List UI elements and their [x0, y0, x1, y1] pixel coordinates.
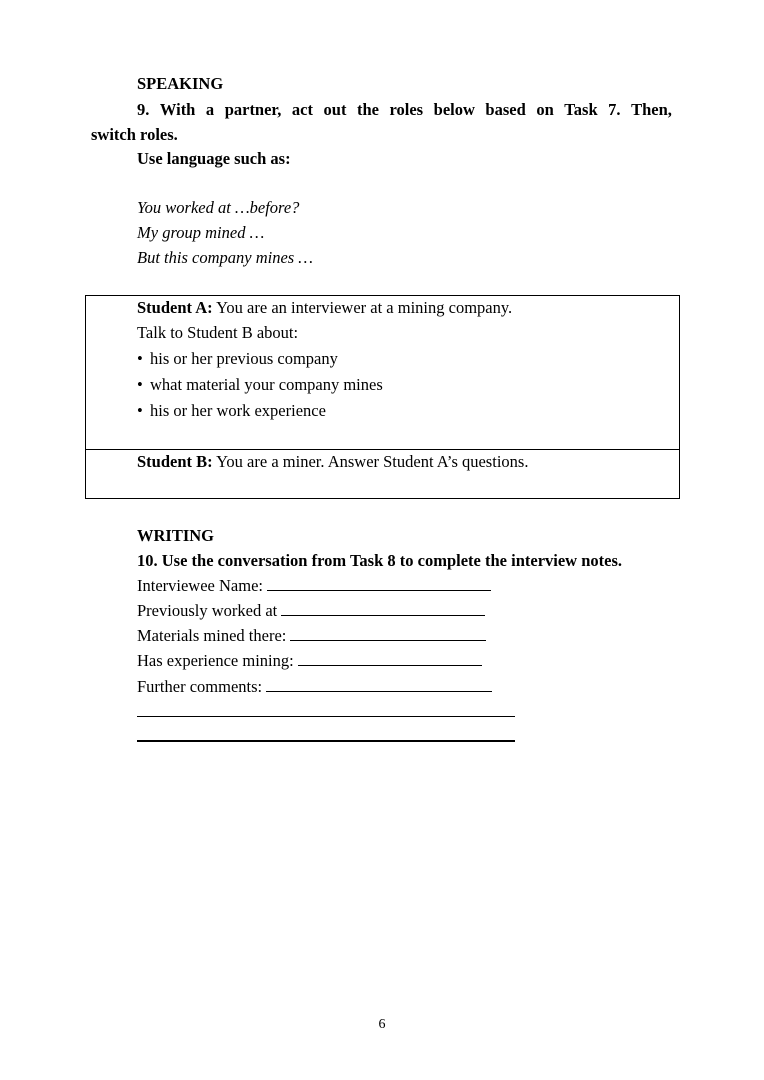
bullet-icon: •	[137, 401, 143, 420]
student-a-talk: Talk to Student B about:	[137, 323, 299, 342]
task-word: roles	[389, 100, 424, 119]
field-materials-mined	[137, 626, 486, 646]
task-word: act	[291, 100, 313, 119]
field-label: Further comments:	[137, 677, 263, 696]
task-word: 7.	[608, 100, 621, 119]
example-phrase: But this company mines …	[137, 248, 313, 267]
task-10-instruction: 10. Use the conversation from Task 8 to complete the interview notes.	[137, 551, 623, 570]
bullet-text: what material your company mines	[150, 375, 383, 394]
speaking-heading: SPEAKING	[137, 74, 224, 93]
student-a-text: You are an interviewer at a mining company.	[212, 298, 513, 317]
student-b-text: You are a miner. Answer Student A’s questions.	[212, 452, 529, 471]
task-word: the	[356, 100, 379, 119]
task-word: Task	[564, 100, 598, 119]
writing-heading: WRITING	[137, 526, 215, 545]
field-label: Has experience mining:	[137, 651, 294, 670]
field-label: Previously worked at	[137, 601, 278, 620]
answer-blank[interactable]	[266, 677, 492, 692]
answer-blank[interactable]	[267, 576, 491, 591]
bullet-icon: •	[137, 375, 143, 394]
task-word: out	[323, 100, 347, 119]
bullet-text: his or her previous company	[150, 349, 338, 368]
task-word: based	[485, 100, 526, 119]
task-word: partner,	[224, 100, 282, 119]
example-phrase: You worked at …before?	[137, 198, 300, 217]
task-word: below	[433, 100, 475, 119]
field-previously-worked	[137, 601, 485, 621]
bullet-item	[137, 401, 326, 421]
task-word: With	[159, 100, 196, 119]
task-word: on	[536, 100, 554, 119]
bullet-text: his or her work experience	[150, 401, 326, 420]
answer-line[interactable]	[137, 716, 515, 717]
task-9-line-2: switch roles.	[91, 125, 178, 144]
field-further-comments	[137, 677, 492, 697]
answer-blank[interactable]	[290, 626, 486, 641]
answer-blank[interactable]	[298, 651, 482, 666]
answer-blank[interactable]	[281, 601, 485, 616]
field-label: Materials mined there:	[137, 626, 287, 645]
role-card-student-a	[85, 295, 680, 450]
student-b-label: Student B:	[137, 452, 213, 471]
task-word: a	[205, 100, 215, 119]
task-word: 9.	[137, 100, 150, 119]
student-a-label: Student A:	[137, 298, 213, 317]
bullet-item	[137, 375, 383, 395]
field-experience-mining	[137, 651, 482, 671]
task-9-line-1	[137, 100, 672, 120]
task-word: Then,	[631, 100, 672, 119]
bullet-item	[137, 349, 338, 369]
bullet-icon: •	[137, 349, 143, 368]
field-label: Interviewee Name:	[137, 576, 263, 595]
field-interviewee-name	[137, 576, 491, 596]
student-b-line	[137, 452, 528, 472]
student-a-line	[137, 298, 512, 318]
answer-line[interactable]	[137, 740, 515, 742]
use-language-label: Use language such as:	[137, 149, 291, 168]
page-number: 6	[378, 1017, 386, 1032]
example-phrase: My group mined …	[137, 223, 265, 242]
